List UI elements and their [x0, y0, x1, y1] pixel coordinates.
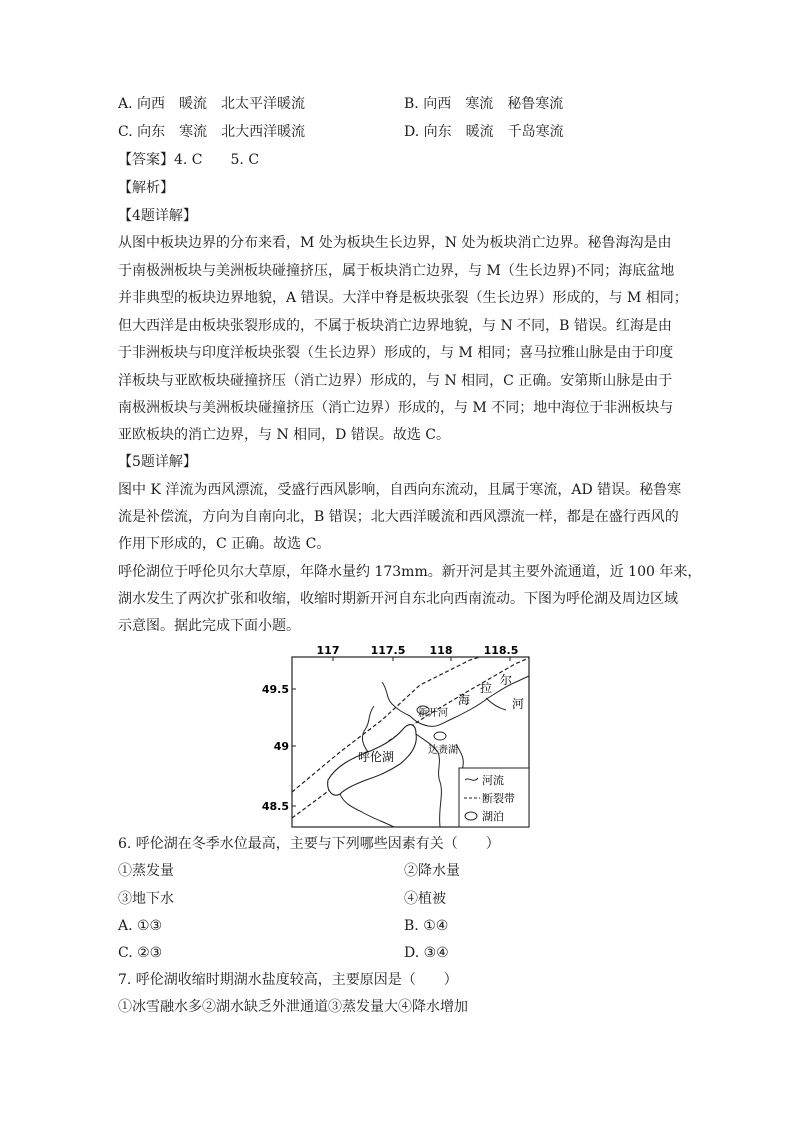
q4-text-line: 并非典型的板块边界地貌，A 错误。大洋中脊是板块张裂（生长边界）形成的，与 M 相同；	[118, 290, 688, 306]
q4-text-line: 亚欧板块的消亡边界，与 N 相同，D 错误。故选 C。	[118, 427, 450, 443]
small-lake	[434, 732, 446, 740]
lon-label: 117.5	[370, 644, 406, 657]
hulun-lake-map	[261, 640, 534, 832]
map-legend	[459, 768, 529, 827]
lon-label: 117	[316, 644, 340, 657]
q6-factor: ③地下水	[118, 891, 174, 907]
q5-option-b: B. 向西 寒流 秘鲁寒流	[404, 96, 564, 112]
q5-text-line: 图中 K 洋流为西风漂流，受盛行西风影响，自西向东流动，且属于寒流，AD 错误。秘鲁寒	[118, 482, 682, 498]
place-hulunhu: 呼伦湖	[358, 750, 395, 764]
intro-line: 示意图。据此完成下面小题。	[118, 618, 300, 634]
q6-option-a: A. ①③	[118, 918, 163, 934]
legend-fault: 断裂带	[482, 792, 515, 805]
place-hailaer-char: 河	[512, 697, 525, 711]
place-hailaer-char: 海	[458, 693, 471, 707]
q6-option-d: D. ③④	[404, 945, 449, 961]
analysis-label: 【解析】	[118, 180, 174, 196]
q5-text-line: 流是补偿流，方向为自南向北，B 错误；北大西洋暖流和西风漂流一样，都是在盛行西风的	[118, 509, 679, 525]
q6-stem: 6. 呼伦湖在冬季水位最高，主要与下列哪些因素有关（ ）	[118, 836, 500, 852]
place-hailaer-char: 拉	[480, 681, 493, 695]
q4-text-line: 于非洲板块与印度洋板块张裂（生长边界）形成的，与 M 相同；喜马拉雅山脉是由于印度	[118, 345, 674, 361]
intro-line: 湖水发生了两次扩张和收缩，收缩时期新开河自东北向西南流动。下图为呼伦湖及周边区域	[118, 591, 678, 607]
legend-lake: 湖泊	[482, 810, 504, 823]
lat-label: 49.5	[261, 683, 289, 696]
legend-river: 河流	[482, 774, 504, 787]
q4-text-line: 南极洲板块与美洲板块碰撞挤压（消亡边界）形成的，与 M 不同；地中海位于非洲板块与	[118, 400, 674, 416]
lat-label: 49	[273, 740, 289, 753]
q4-text-line: 于南极洲板块与美洲板块碰撞挤压，属于板块消亡边界，与 M（生长边界)不同；海底盆地	[118, 263, 675, 279]
place-xinkaihe: 新开河	[418, 708, 448, 719]
q4-text-line: 从图中板块边界的分布来看，M 处为板块生长边界，N 处为板块消亡边界。秘鲁海沟是由	[118, 235, 672, 251]
q5-detail-label: 【5题详解】	[118, 454, 197, 470]
q5-option-a: A. 向西 暖流 北太平洋暖流	[118, 96, 306, 112]
q6-factor: ①蒸发量	[118, 863, 174, 879]
q4-text-line: 洋板块与亚欧板块碰撞挤压（消亡边界）形成的，与 N 相同，C 正确。安第斯山脉是由于	[118, 373, 673, 389]
place-dalaihu: 达赉湖	[428, 745, 458, 756]
lon-label: 118	[429, 644, 453, 657]
intro-line: 呼伦湖位于呼伦贝尔大草原，年降水量约 173mm。新开河是其主要外流通道，近 100 年来，	[118, 564, 702, 580]
q7-stem: 7. 呼伦湖收缩时期湖水盐度较高，主要原因是（ ）	[118, 972, 458, 988]
lake-legend-icon	[465, 812, 477, 820]
q5-option-c: C. 向东 寒流 北大西洋暖流	[118, 124, 306, 140]
q7-reasons: ①冰雪融水多②湖水缺乏外泄通道③蒸发量大④降水增加	[118, 999, 468, 1015]
q6-factor: ④植被	[404, 891, 446, 907]
q5-option-d: D. 向东 暖流 千岛寒流	[404, 124, 564, 140]
q6-factor: ②降水量	[404, 863, 460, 879]
q6-option-b: B. ①④	[404, 918, 449, 934]
lon-label: 118.5	[483, 644, 519, 657]
q5-text-line: 作用下形成的，C 正确。故选 C。	[118, 536, 331, 552]
q4-detail-label: 【4题详解】	[118, 208, 197, 224]
answer-line: 【答案】4. C 5. C	[118, 152, 260, 168]
place-hailaer-char: 尔	[500, 673, 513, 687]
q6-option-c: C. ②③	[118, 945, 163, 961]
lat-label: 48.5	[261, 800, 289, 813]
q4-text-line: 但大西洋是由板块张裂形成的，不属于板块消亡边界地貌，与 N 不同，B 错误。红海是由	[118, 318, 672, 334]
